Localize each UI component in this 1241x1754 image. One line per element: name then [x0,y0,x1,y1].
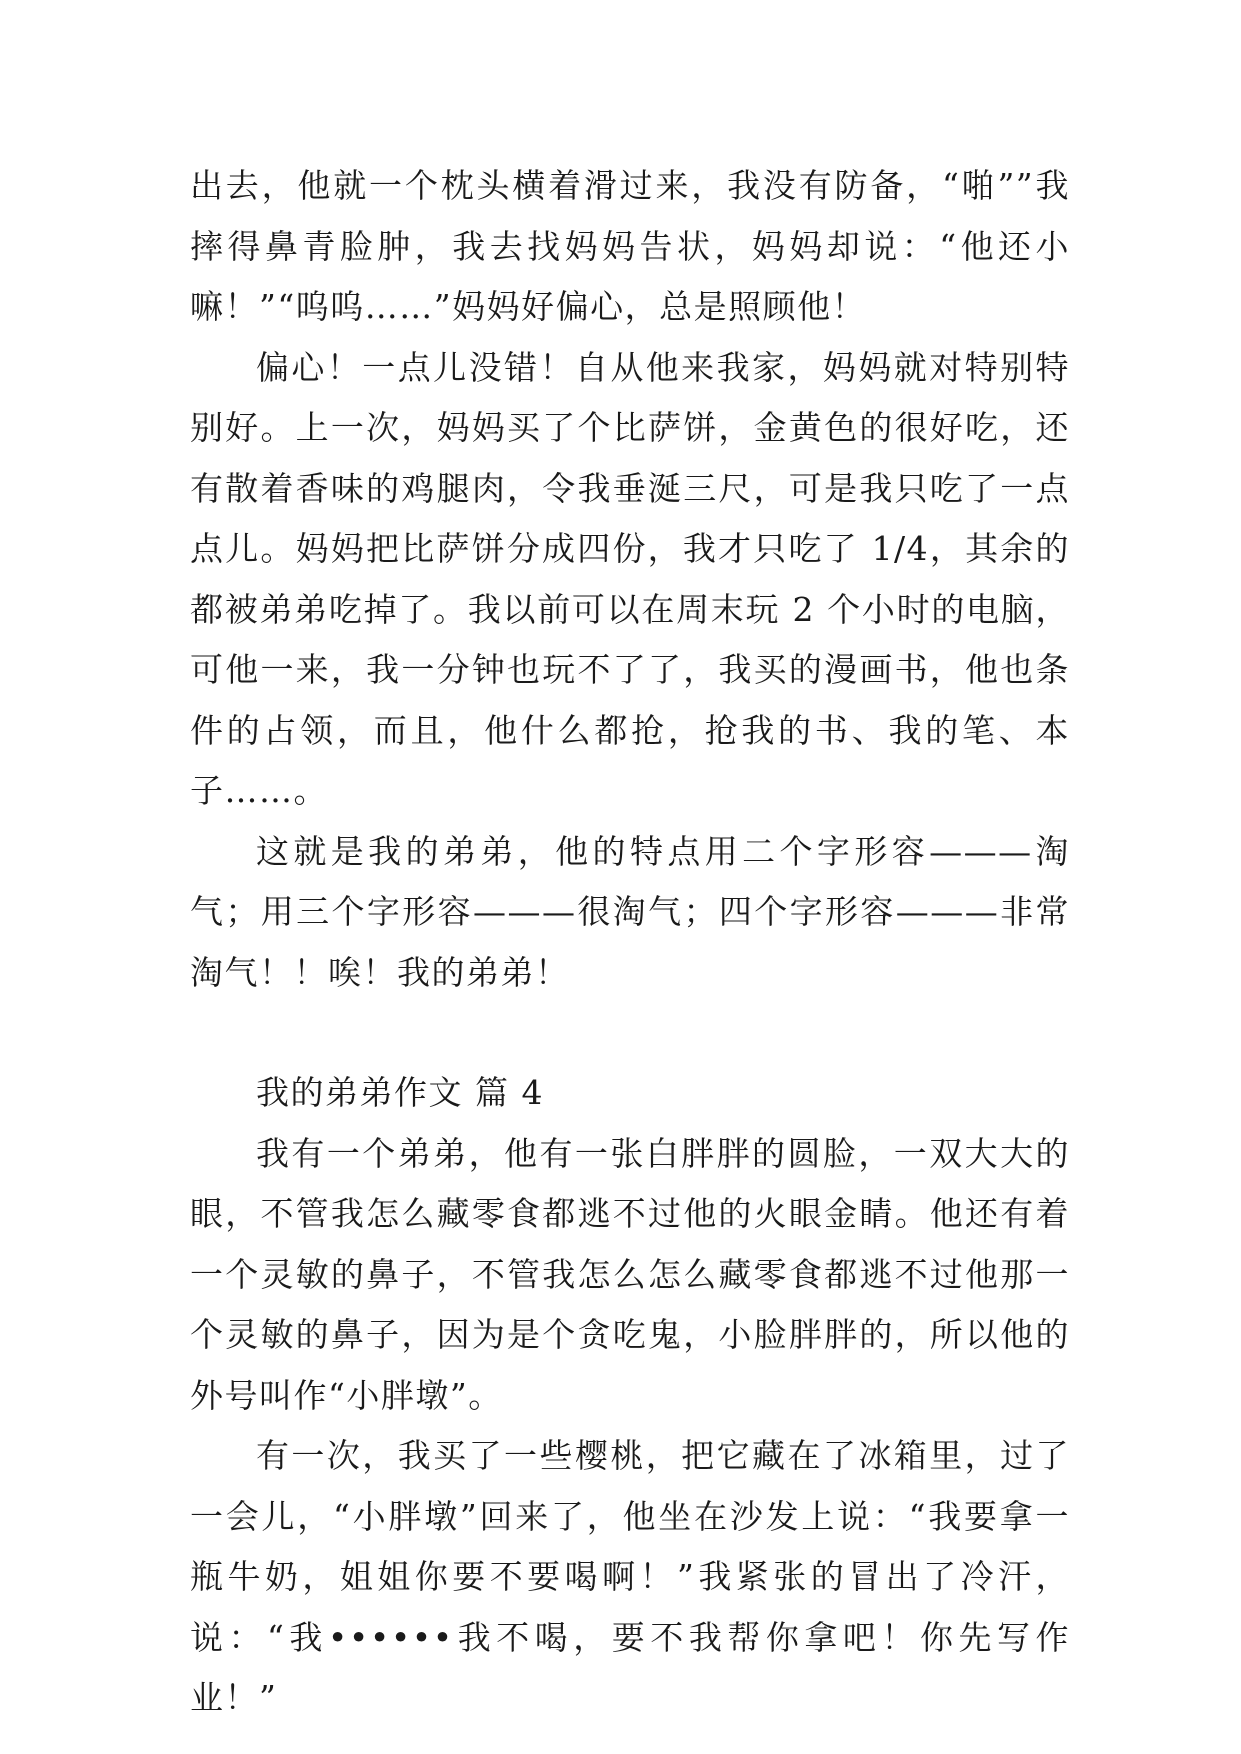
section-spacer [190,1003,1070,1063]
paragraph-description: 我有一个弟弟，他有一张白胖胖的圆脸，一双大大的眼，不管我怎么藏零食都逃不过他的火眼金睛。他还有着一个灵敏的鼻子，不管我怎么怎么藏零食都逃不过他那一个灵敏的鼻子，因为是个贪吃鬼，小脸胖胖的，所以他的外号叫作“小胖墩”。 [190,1133,1070,1415]
document-body [190,156,1070,1729]
paragraph-continued: 出去，他就一个枕头横着滑过来，我没有防备，“啪””我摔得鼻青脸肿，我去找妈妈告状，妈妈却说：“他还小嘛！”“呜呜……”妈妈好偏心，总是照顾他！ [190,166,1070,326]
paragraph-cherries: 有一次，我买了一些樱桃，把它藏在了冰箱里，过了一会儿，“小胖墩”回来了，他坐在沙发上说：“我要拿一瓶牛奶，姐姐你要不要喝啊！”我紧张的冒出了冷汗，说：“我••••••我不喝，要不我帮你拿吧！你先写作业！” [190,1436,1070,1717]
paragraph-favoritism: 偏心！一点儿没错！自从他来我家，妈妈就对特别特别好。上一次，妈妈买了个比萨饼，金黄色的很好吃，还有散着香味的鸡腿肉，令我垂涎三尺，可是我只吃了一点点儿。妈妈把比萨饼分成四份，我才只吃了 1/4，其余的都被弟弟吃掉了。我以前可以在周末玩 2 个小时的电脑，可他一来，我一分钟也玩不了了，我买的漫画书，他也条件的占领，而且，他什么都抢，抢我的书、我的笔、本子……。 [190,347,1070,810]
section-title: 我的弟弟作文 篇 4 [256,1073,544,1112]
paragraph-naughty: 这就是我的弟弟，他的特点用二个字形容———淘气；用三个字形容———很淘气；四个字形容———非常淘气！！唉！我的弟弟！ [190,831,1070,992]
